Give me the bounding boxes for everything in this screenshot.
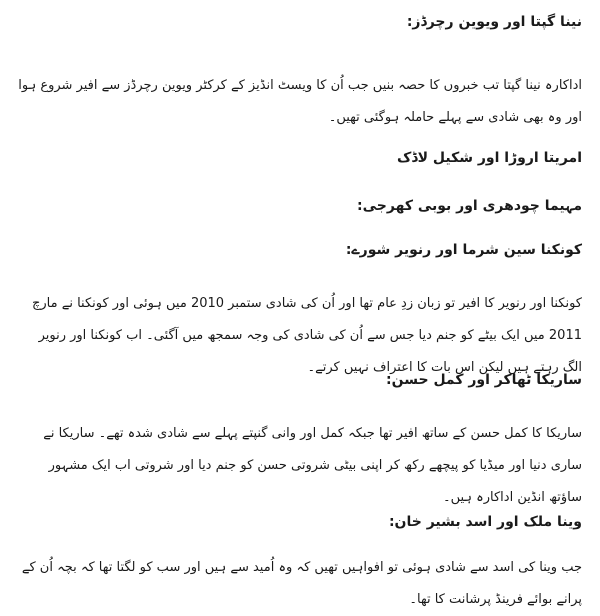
section-heading-neena-gupta: نینا گپتا اور ویوین رچرڈز: — [406, 14, 582, 30]
section-heading-amrita-arora: امریتا اروڑا اور شکیل لاڈک — [397, 150, 582, 166]
section-heading-veena-malik: وینا ملک اور اسد بشیر خان: — [388, 514, 582, 530]
next-line-cut-off — [16, 588, 582, 600]
section-heading-konkona-sen: کونکنا سین شرما اور رنویر شورے: — [345, 242, 582, 258]
section-body-veena-malik: جب وینا کی اسد سے شادی ہوئی تو افواہیں تھیں کہ وہ اُمید سے ہیں اور سب کو لگتا تھا کہ بچہ اُن کے پرانے بوائے فرینڈ پرشانت کا تھا۔ — [21, 560, 582, 607]
section-heading-mahima-chaudhry: مہیما چودھری اور بوبی کھرجی: — [357, 198, 582, 214]
section-body-neena-gupta: اداکارہ نینا گپتا تب خبروں کا حصہ بنیں جب اُن کا ویسٹ انڈیز کے کرکٹر ویوین رچرڈز سے افیر شروع ہوا اور وہ بھی شادی سے پہلے حاملہ ہوگئی تھیں۔ — [18, 78, 582, 125]
section-body-sarika: ساریکا کا کمل حسن کے ساتھ افیر تھا جبکہ کمل اور وانی گنپتے پہلے سے شادی شدہ تھے۔ ساریکا نے ساری دنیا اور میڈیا کو پیچھے رکھ کر اپنی بیٹی شروتی حسن کو جنم دیا اور شروتی اب ایک مشہور ساؤتھ انڈین اداکارہ ہیں۔ — [43, 426, 582, 505]
section-heading-sarika: ساریکا ٹھاکر اور کمل حسن: — [386, 372, 582, 388]
section-body-konkona-sen: کونکنا اور رنویر کا افیر تو زبان زدِ عام تھا اور اُن کی شادی ستمبر 2010 میں ہوئی اور کونکنا نے مارچ 2011 میں ایک بیٹے کو جنم دیا جس سے اُن کی شادی کی وجہ سمجھ میں آگئی۔ اب کونکنا اور رنویر الگ رہتے ہیں لیکن اس بات کا اعتراف نہیں کرتے۔ — [32, 296, 582, 375]
